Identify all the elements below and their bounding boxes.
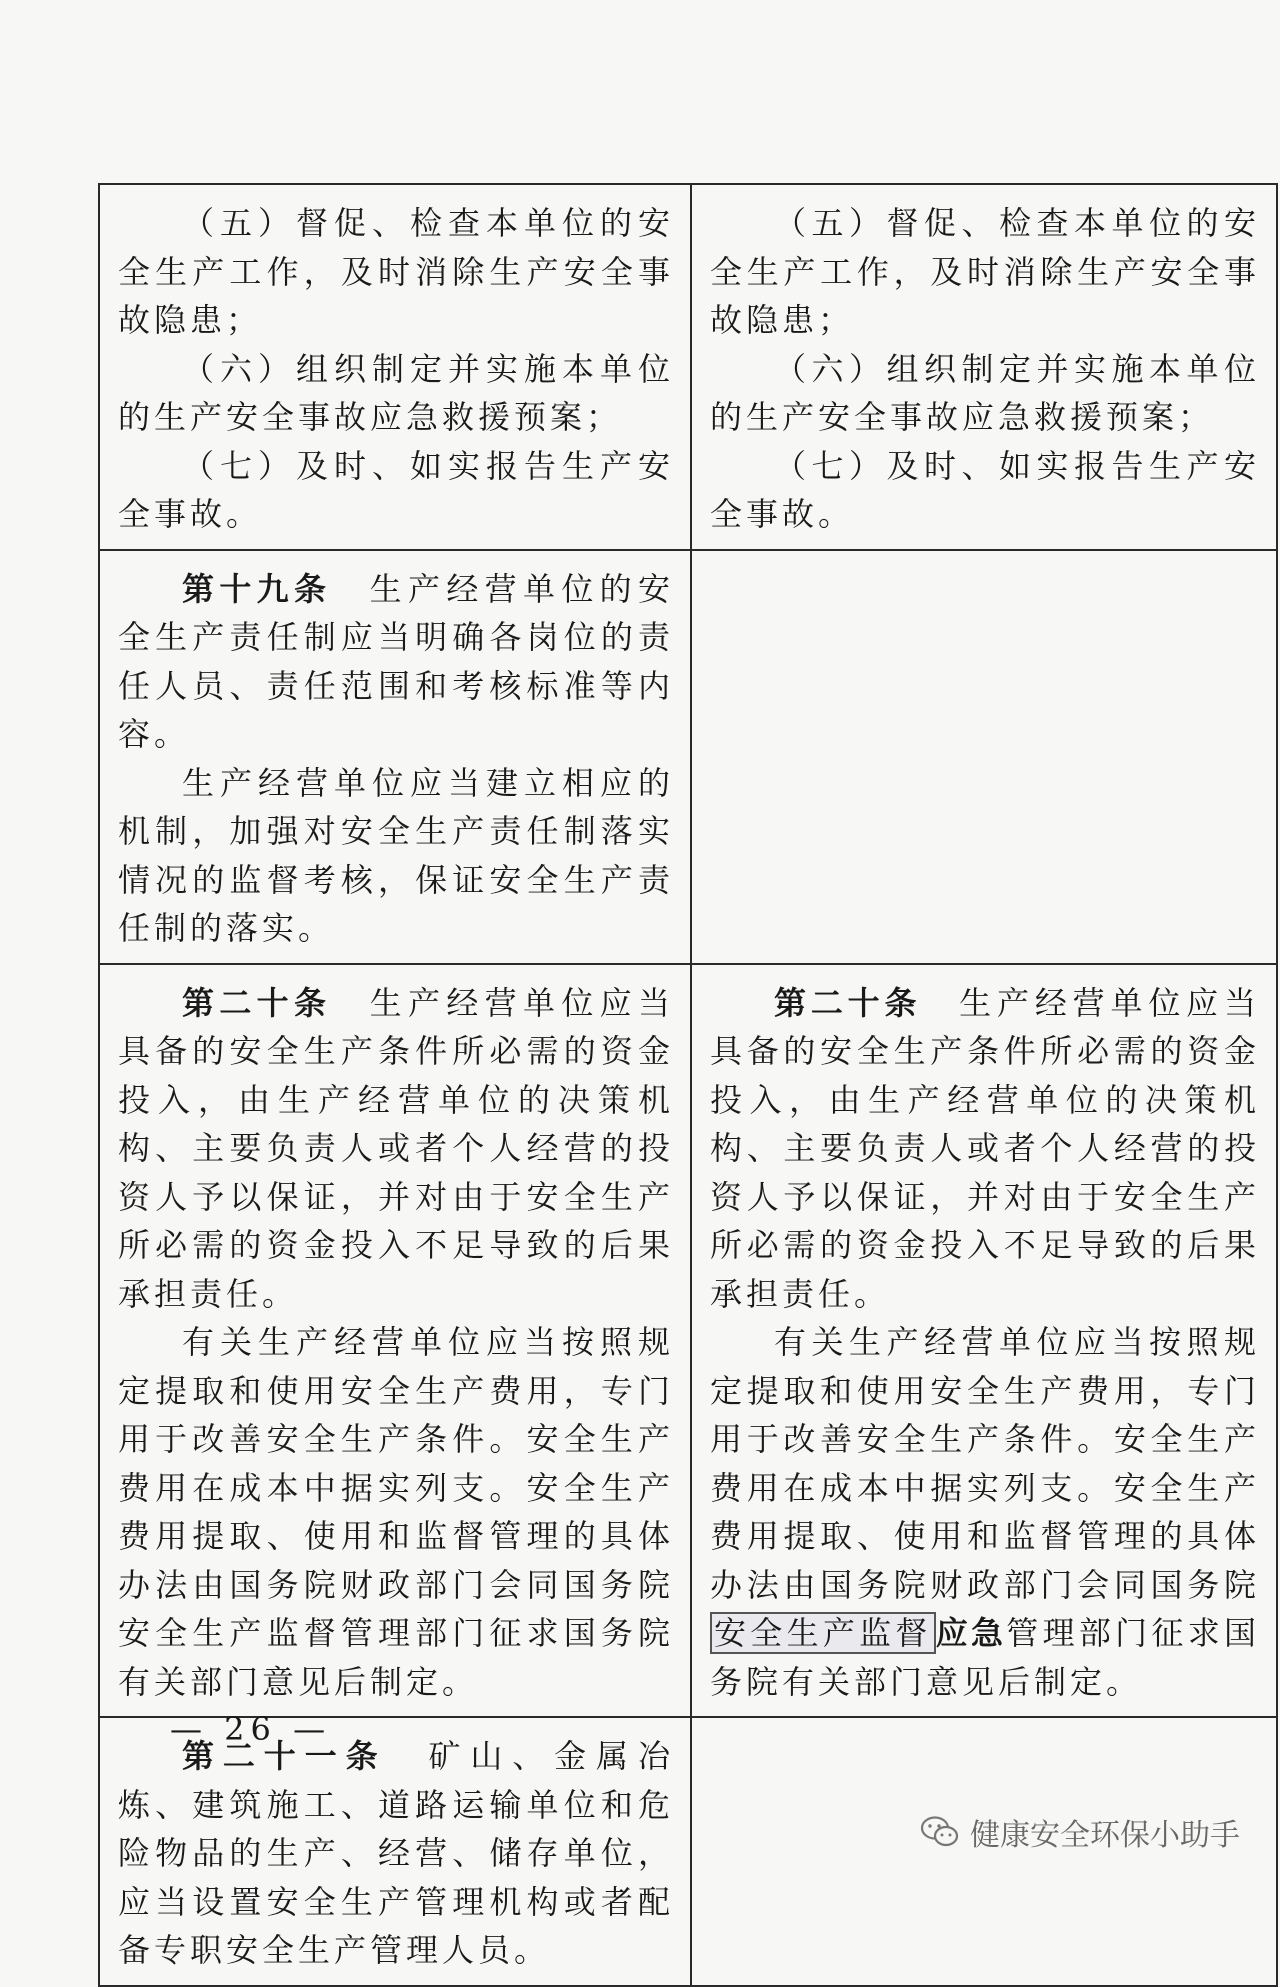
clause-text: （五）督促、检查本单位的安全生产工作，及时消除生产安全事故隐患； xyxy=(710,204,1260,339)
article-number: 第二十条 xyxy=(774,983,922,1022)
page-number: — 26 — xyxy=(170,1710,332,1748)
article-number: 第二十条 xyxy=(182,983,332,1022)
article-paragraph xyxy=(710,979,1260,1319)
table-row xyxy=(99,184,1277,550)
right-cell xyxy=(691,964,1277,1718)
article-paragraph: 有关生产经营单位应当按照规定提取和使用安全生产费用，专门用于改善安全生产条件。安全生产费用在成本中据实列支。安全生产费用提取、使用和监督管理的具体办法由国务院财政部门会同国务院安全生产监督管理部门征求国务院有关部门意见后制定。 xyxy=(118,1323,674,1701)
table-row xyxy=(99,964,1277,1718)
left-cell xyxy=(99,1717,691,1986)
article-text: 生产经营单位应当具备的安全生产条件所必需的资金投入，由生产经营单位的决策机构、主要负责人或者个人经营的投资人予以保证，并对由于安全生产所必需的资金投入不足导致的后果承担责任。 xyxy=(118,983,674,1313)
inserted-text: 应急 xyxy=(935,1614,1007,1652)
watermark xyxy=(920,1810,1240,1854)
right-cell-empty xyxy=(691,550,1277,964)
article-number: 第二十一条 xyxy=(182,1737,387,1775)
article-paragraph xyxy=(118,979,674,1319)
article-text: 生产经营单位应当具备的安全生产条件所必需的资金投入，由生产经营单位的决策机构、主要负责人或者个人经营的投资人予以保证，并对由于安全生产所必需的资金投入不足导致的后果承担责任。 xyxy=(710,983,1260,1313)
clause-text: （五）督促、检查本单位的安全生产工作，及时消除生产安全事故隐患； xyxy=(118,204,674,339)
clause-text: （六）组织制定并实施本单位的生产安全事故应急救援预案； xyxy=(710,349,1260,436)
article-paragraph xyxy=(710,1318,1260,1706)
article-paragraph: 生产经营单位应当建立相应的机制，加强对安全生产责任制落实情况的监督考核，保证安全生产责任制的落实。 xyxy=(118,763,674,947)
left-cell xyxy=(99,184,691,550)
article-text: 生产经营单位的安全生产责任制应当明确各岗位的责任人员、责任范围和考核标准等内容。 xyxy=(118,569,674,753)
watermark-text: 健康安全环保小助手 xyxy=(970,1818,1240,1853)
deleted-text-box: 安全生产监督 xyxy=(710,1612,936,1654)
article-text: 有关生产经营单位应当按照规定提取和使用安全生产费用，专门用于改善安全生产条件。安全生产费用在成本中据实列支。安全生产费用提取、使用和监督管理的具体办法由国务院财政部门会同国务院 xyxy=(710,1323,1260,1604)
article-text: 管理部门征求国务院有关部门意见后制定。 xyxy=(710,1614,1260,1701)
article-paragraph xyxy=(118,565,674,759)
table-row xyxy=(99,550,1277,964)
right-cell xyxy=(691,184,1277,550)
article-number: 第十九条 xyxy=(182,569,332,608)
wechat-icon xyxy=(920,1815,960,1849)
clause-text: （七）及时、如实报告生产安全事故。 xyxy=(710,446,1260,533)
article-text: 矿山、金属冶炼、建筑施工、道路运输单位和危险物品的生产、经营、储存单位，应当设置安全生产管理机构或者配备专职安全生产管理人员。 xyxy=(118,1737,674,1969)
article-paragraph xyxy=(118,1732,674,1975)
left-cell xyxy=(99,964,691,1718)
clause-text: （六）组织制定并实施本单位的生产安全事故应急救援预案； xyxy=(118,349,674,436)
left-cell xyxy=(99,550,691,964)
clause-text: （七）及时、如实报告生产安全事故。 xyxy=(118,446,674,533)
